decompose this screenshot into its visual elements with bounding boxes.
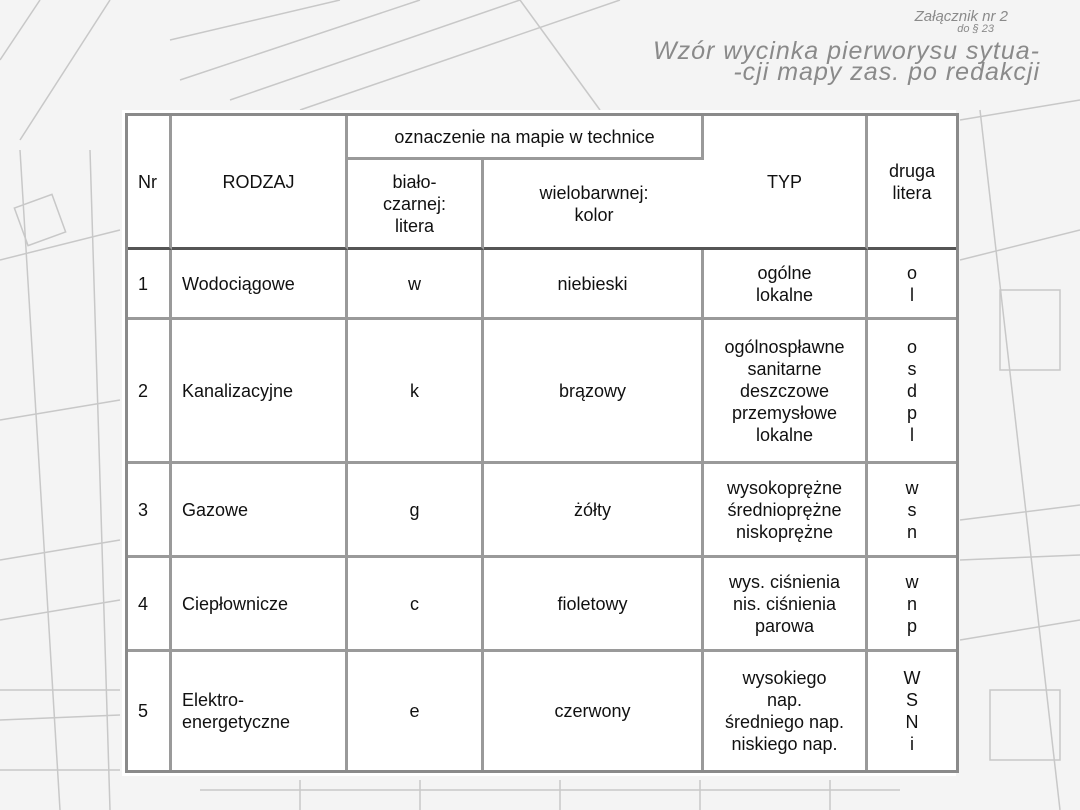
row-druga-line: d (906, 380, 917, 401)
row-druga-line: W (903, 668, 921, 688)
row-druga (868, 320, 956, 464)
utilities-table (125, 113, 959, 773)
header-color (484, 160, 704, 250)
row-druga-line: l (910, 284, 914, 305)
row-litera: k (348, 320, 484, 464)
row-typ-line: nis. ciśnienia (732, 593, 837, 614)
header-bw-letter (348, 160, 484, 250)
row-druga-line: n (906, 593, 917, 614)
row-druga-line: p (906, 402, 917, 423)
header-typ: TYP (704, 116, 868, 250)
header-bw-line: czarnej: (382, 193, 447, 214)
header-color-line: kolor (574, 204, 614, 225)
row-litera: e (348, 652, 484, 770)
header-rodzaj: RODZAJ (172, 116, 348, 250)
table-row (128, 652, 956, 770)
row-rodzaj (172, 558, 348, 652)
row-rodzaj-line: Kanalizacyjne (182, 380, 294, 401)
header-row-top (128, 116, 956, 160)
header-second-letter-line: druga (888, 160, 936, 181)
row-druga (868, 464, 956, 558)
row-nr: 4 (128, 558, 172, 652)
row-kolor: niebieski (484, 250, 704, 320)
table-row (128, 558, 956, 652)
row-litera: c (348, 558, 484, 652)
map-caption (653, 8, 1040, 87)
row-litera: w (348, 250, 484, 320)
row-kolor: fioletowy (484, 558, 704, 652)
row-typ (704, 652, 868, 770)
row-druga-line: l (910, 424, 914, 445)
row-typ-line: nap. (766, 690, 803, 710)
header-nr: Nr (128, 116, 172, 250)
row-druga-line: N (905, 712, 919, 732)
row-typ (704, 464, 868, 558)
row-druga-line: s (907, 358, 917, 379)
row-typ-line: wysokoprężne (726, 477, 843, 498)
row-nr: 3 (128, 464, 172, 558)
caption-title-line1: Wzór wycinka pierworysu sytua- (652, 37, 1040, 65)
table-row (128, 250, 956, 320)
row-druga-line: p (906, 615, 917, 636)
row-typ-line: średniego nap. (724, 712, 845, 732)
row-nr: 2 (128, 320, 172, 464)
row-rodzaj-line: Wodociągowe (182, 273, 295, 294)
header-color-line: wielobarwnej: (539, 182, 649, 203)
row-druga-line: w (905, 477, 919, 498)
row-kolor: brązowy (484, 320, 704, 464)
header-technique-group: oznaczenie na mapie w technice (348, 116, 704, 160)
table-row (128, 464, 956, 558)
row-typ-line: wys. ciśnienia (728, 571, 841, 592)
row-typ-line: ogólne (757, 262, 812, 283)
row-rodzaj-line: Ciepłownicze (182, 593, 289, 614)
row-typ-line: ogólnospławne (724, 336, 845, 357)
row-druga (868, 558, 956, 652)
header-second-letter-line: litera (892, 182, 932, 203)
row-litera: g (348, 464, 484, 558)
row-druga-line: s (907, 499, 917, 520)
row-typ-line: parowa (754, 615, 815, 636)
row-druga-line: n (906, 521, 917, 542)
header-bw-line: biało- (392, 171, 437, 192)
row-druga-line: w (905, 571, 919, 592)
row-typ-line: lokalne (755, 284, 814, 305)
row-typ-line: niskoprężne (735, 521, 834, 542)
row-nr: 5 (128, 652, 172, 770)
row-druga (868, 652, 956, 770)
row-druga-line: S (905, 690, 918, 710)
row-rodzaj (172, 320, 348, 464)
row-typ (704, 320, 868, 464)
row-druga-line: i (910, 734, 914, 754)
caption-annex: Załącznik nr 2 (914, 8, 1008, 25)
row-rodzaj (172, 652, 348, 770)
row-typ-line: deszczowe (739, 380, 830, 401)
row-rodzaj (172, 464, 348, 558)
row-kolor: czerwony (484, 652, 704, 770)
row-typ-line: wysokiego (742, 668, 827, 688)
row-rodzaj (172, 250, 348, 320)
caption-title-line2: -cji mapy zas. po redakcji (733, 58, 1040, 86)
row-rodzaj-line: Elektro- (182, 690, 245, 710)
row-druga-line: o (906, 262, 917, 283)
row-typ (704, 250, 868, 320)
row-rodzaj-line: Gazowe (182, 499, 249, 520)
row-typ-line: przemysłowe (731, 402, 838, 423)
row-typ-line: lokalne (755, 424, 814, 445)
row-kolor: żółty (484, 464, 704, 558)
table-row (128, 320, 956, 464)
row-typ-line: sanitarne (747, 358, 822, 379)
header-bw-line: litera (394, 215, 434, 236)
row-typ-line: niskiego nap. (731, 734, 838, 754)
row-rodzaj-line: energetyczne (182, 712, 291, 732)
caption-paragraph: do § 23 (957, 23, 994, 35)
row-nr: 1 (128, 250, 172, 320)
row-druga-line: o (906, 336, 917, 357)
row-druga (868, 250, 956, 320)
row-typ (704, 558, 868, 652)
table-panel (122, 110, 956, 776)
header-second-letter (868, 116, 956, 250)
row-typ-line: średnioprężne (727, 499, 842, 520)
